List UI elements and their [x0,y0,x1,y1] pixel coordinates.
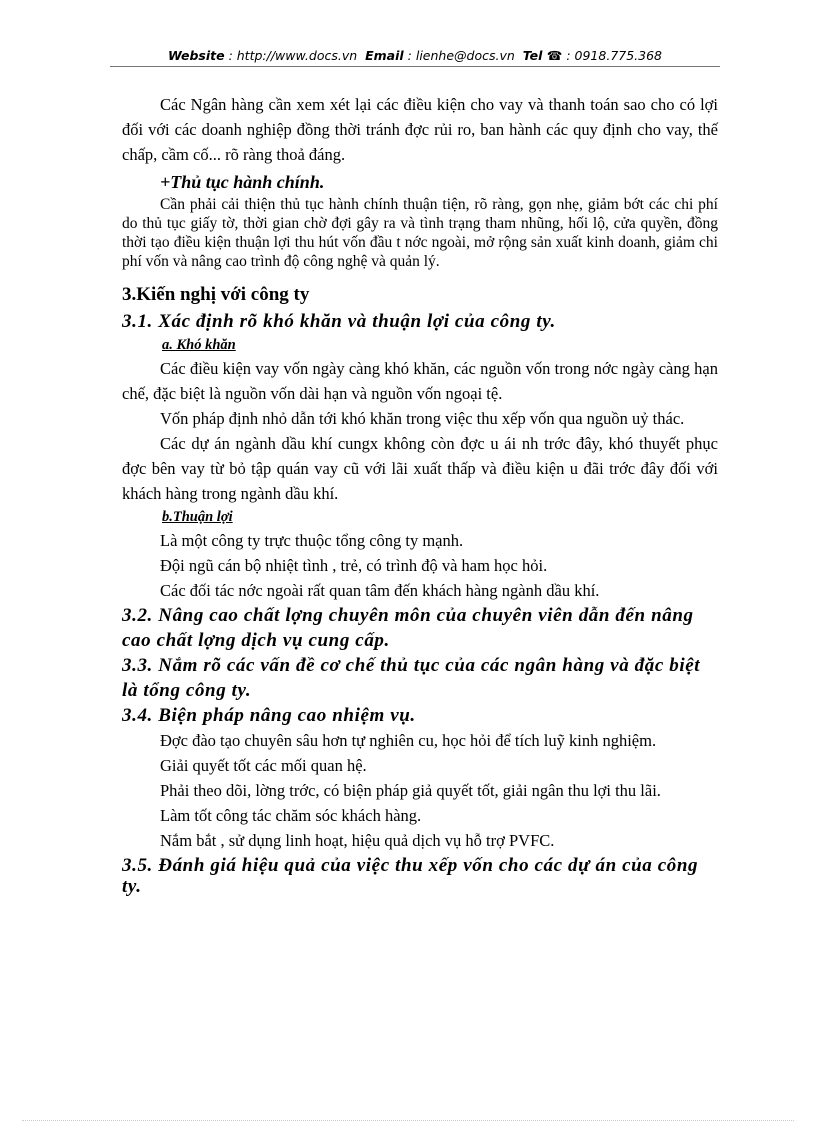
paragraph-difficulty-2: Vốn pháp định nhỏ dẫn tới khó khăn trong việc thu xếp vốn qua nguồn uỷ thác. [160,409,685,428]
heading-3-5: 3.5. Đánh giá hiệu quả của việc thu xếp vốn cho các dự án của công ty. [122,855,699,897]
paragraph-bank-conditions: Các Ngân hàng cần xem xét lại các điều kiện cho vay và thanh toán sao cho có lợi đối với các doanh nghiệp đồng thời tránh đợc rủi ro, ban hành các quy định cho vay, thế chấp, cầm cố... rõ ràng thoả đáng. [122,95,718,164]
paragraph-difficulty-1: Các điều kiện vay vốn ngày càng khó khăn, các nguồn vốn trong nớc ngày càng hạn chế, đặc biệt là nguồn vốn dài hạn và nguồn vốn ngoại tệ. [122,359,718,403]
footer-divider [22,1120,794,1121]
list-item-measure-5: Nắm bắt , sử dụng linh hoạt, hiệu quả dịch vụ hỗ trợ PVFC. [160,831,555,850]
section-heading-3: 3.Kiến nghị với công ty [122,284,310,305]
list-item-advantage-1: Là một công ty trực thuộc tổng công ty mạnh. [160,531,464,550]
heading-3-1: 3.1. Xác định rõ khó khăn và thuận lợi của công ty. [122,311,556,332]
heading-difficulties: a. Khó khăn [162,337,236,353]
header-divider [110,66,720,67]
heading-3-2: 3.2. Nâng cao chất lợng chuyên môn của chuyên viên dẫn đến nâng cao chất lợng dịch vụ cung cấp. [122,605,694,651]
tel-label: Tel ☎ [522,48,563,63]
heading-3-4: 3.4. Biện pháp nâng cao nhiệm vụ. [122,705,416,726]
list-item-advantage-2: Đội ngũ cán bộ nhiệt tình , trẻ, có trình độ và ham học hỏi. [160,556,548,575]
website-label: Website [167,48,225,63]
paragraph-difficulty-3: Các dự án ngành dầu khí cungx không còn đợc u ái nh trớc đây, khó thuyết phục đợc bên vay từ bỏ tập quán vay cũ với lãi xuất thấp và điều kiện u đãi trớc đây đối với khách hàng trong ngành dầu khí. [122,434,718,503]
document-body [122,92,718,897]
tel-value: : 0918.775.368 [566,48,663,63]
email-value: : lienhe@docs.vn [407,48,515,63]
paragraph-measure-3: Phải theo dõi, lờng trớc, có biện pháp giả quyết tốt, giải ngân thu lợi thu lãi. [160,781,661,800]
list-item-advantage-3: Các đối tác nớc ngoài rất quan tâm đến khách hàng ngành dầu khí. [160,581,600,600]
subheading-admin-procedures: +Thủ tục hành chính. [160,172,325,192]
heading-advantages: b.Thuận lợi [162,509,233,525]
page-header [110,48,720,63]
list-item-measure-2: Giải quyết tốt các mối quan hệ. [160,756,367,775]
paragraph-admin-procedures: Cần phải cải thiện thủ tục hành chính thuận tiện, rõ ràng, gọn nhẹ, giảm bớt các chi phí do thủ tục giấy tờ, thời gian chờ đợi gây ra và tình trạng tham nhũng, hối lộ, cửa quyền, đồng thời tạo điều kiện thuận lợi thu hút vốn đầu t nớc ngoài, mở rộng sản xuất kinh doanh, giảm chi phí vốn và nâng cao trình độ công nghệ và quản lý. [122,196,718,270]
email-label: Email [365,48,404,63]
paragraph-measure-1: Đợc đào tạo chuyên sâu hơn tự nghiên cu, học hỏi để tích luỹ kinh nghiệm. [160,731,657,750]
website-value: : http://www.docs.vn [228,48,358,63]
list-item-measure-4: Làm tốt công tác chăm sóc khách hàng. [160,806,422,825]
heading-3-3: 3.3. Nắm rõ các vấn đề cơ chế thủ tục của các ngân hàng và đặc biệt là tổng công ty. [122,655,701,701]
